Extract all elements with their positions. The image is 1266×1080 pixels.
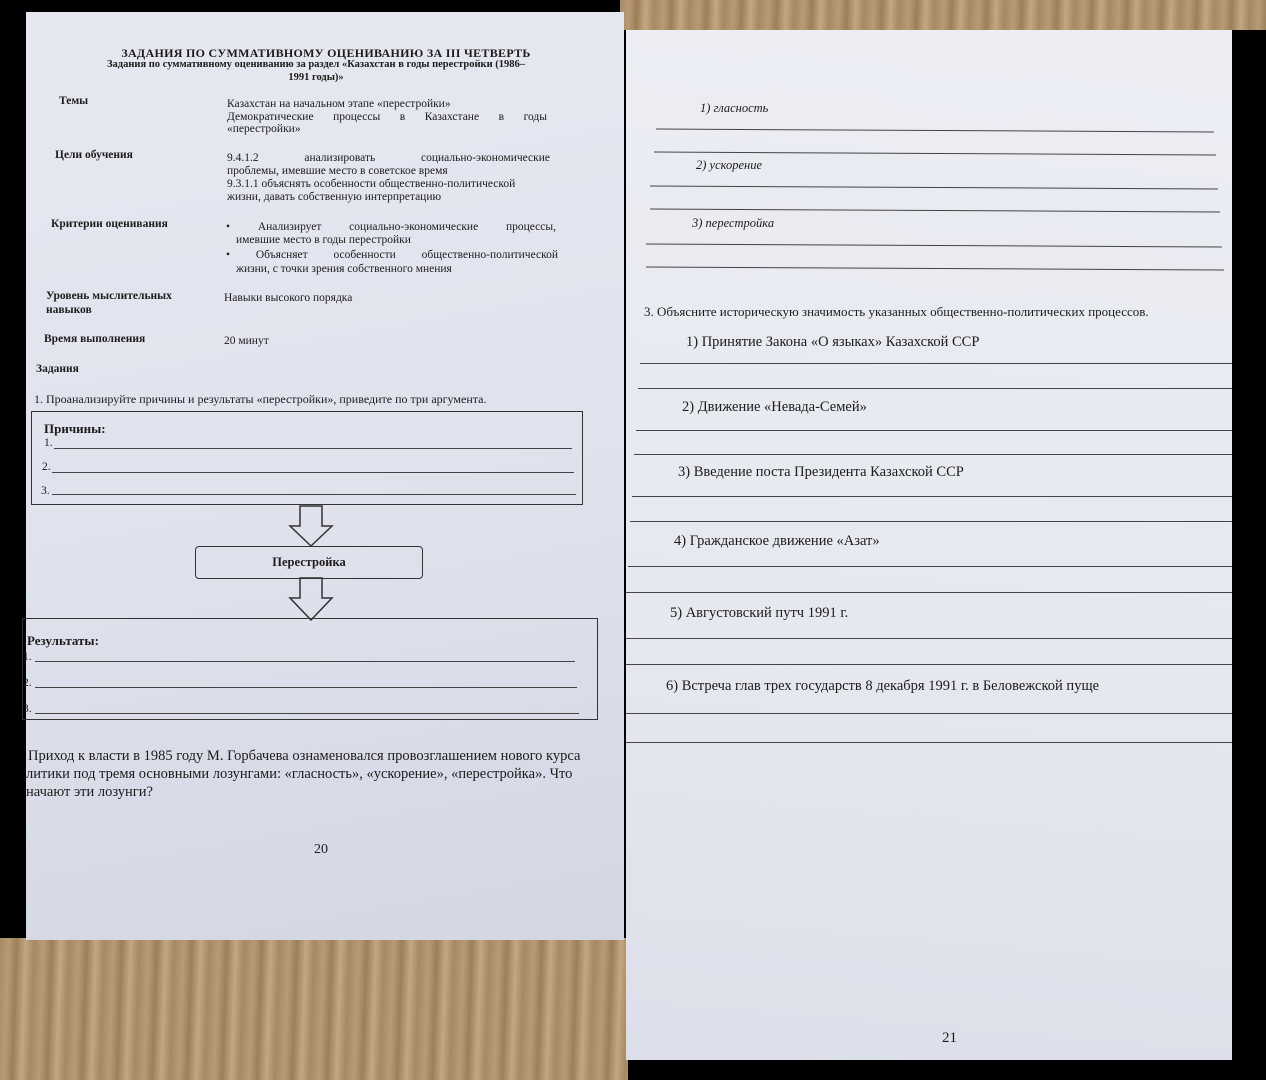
criteria-label: Критерии оценивания: [51, 218, 168, 230]
goals-value-1: 9.4.1.2 анализировать социально-экономические: [227, 152, 550, 164]
slogan-perestroika: 3) перестройка: [692, 216, 775, 230]
results-box: [22, 618, 598, 720]
worksheet-page-21: [626, 30, 1232, 1060]
task1-instruction: 1. Проанализируйте причины и результаты «перестройки», приведите по три аргумента.: [34, 392, 487, 406]
causes-label: Причины:: [44, 421, 106, 436]
slogan-answer-line[interactable]: [646, 243, 1222, 247]
causes-answer-line-3[interactable]: [52, 494, 576, 495]
results-label: Результаты:: [27, 633, 99, 648]
page-number: 20: [314, 842, 328, 857]
causes-box: [31, 411, 583, 505]
goals-value-2: проблемы, имевшие место в советское время: [227, 165, 448, 177]
perestroika-box: [195, 546, 423, 579]
results-num-2: 2.: [23, 677, 32, 689]
event-item-3: 3) Введение поста Президента Казахской ССР: [678, 464, 964, 480]
event-answer-line[interactable]: [626, 638, 1232, 639]
slogan-answer-line[interactable]: [650, 186, 1218, 190]
causes-num-3: 3.: [41, 485, 50, 497]
slogan-glasnost: 1) гласность: [700, 101, 769, 115]
event-item-5: 5) Августовский путч 1991 г.: [670, 605, 849, 621]
task2-line2: литики под тремя основными лозунгами: «гласность», «ускорение», «перестройка». Что: [26, 766, 573, 782]
causes-num-1: 1.: [44, 437, 53, 449]
event-answer-line[interactable]: [626, 713, 1232, 714]
slogan-answer-line[interactable]: [656, 129, 1214, 133]
tasks-heading: Задания: [36, 363, 79, 375]
event-item-4: 4) Гражданское движение «Азат»: [674, 533, 880, 549]
event-item-6: 6) Встреча глав трех государств 8 декабря 1991 г. в Беловежской пуще: [666, 678, 1100, 694]
criteria-value-2: имевшие место в годы перестройки: [236, 234, 411, 246]
topics-value-2: Демократические процессы в Казахстане в годы: [227, 111, 547, 123]
event-answer-line[interactable]: [634, 454, 1232, 455]
event-answer-line[interactable]: [638, 388, 1232, 389]
event-item-1: 1) Принятие Закона «О языках» Казахской ССР: [686, 334, 980, 350]
time-label: Время выполнения: [44, 333, 146, 345]
causes-answer-line-2[interactable]: [52, 472, 574, 473]
slogan-answer-line[interactable]: [650, 209, 1220, 213]
down-arrow-icon: [288, 506, 334, 548]
page-title: ЗАДАНИЯ ПО СУММАТИВНОМУ ОЦЕНИВАНИЮ ЗА III ЧЕТВЕРТЬ: [121, 46, 531, 60]
results-num-3: 3.: [23, 703, 32, 715]
criteria-value-3: • Объясняет особенности общественно-политической: [226, 249, 558, 261]
task2-line1: Приход к власти в 1985 году М. Горбачева ознаменовался провозглашением нового курса: [28, 748, 581, 764]
results-answer-line-1[interactable]: [35, 661, 575, 662]
wooden-table-top: [620, 0, 1266, 30]
slogan-answer-line[interactable]: [654, 152, 1216, 156]
slogan-answer-line[interactable]: [646, 266, 1224, 270]
event-answer-line[interactable]: [636, 430, 1232, 431]
criteria-value-1: • Анализирует социально-экономические процессы,: [226, 221, 556, 233]
event-answer-line[interactable]: [640, 363, 1232, 364]
event-answer-line[interactable]: [626, 664, 1232, 665]
topics-value-1: Казахстан на начальном этапе «перестройки»: [227, 98, 451, 110]
results-num-1: 1.: [23, 651, 32, 663]
goals-value-3: 9.3.1.1 объяснять особенности общественно-политической: [227, 178, 516, 190]
results-answer-line-3[interactable]: [35, 713, 579, 714]
task3-instruction: 3. Объясните историческую значимость указанных общественно-политических процессов.: [644, 304, 1149, 319]
criteria-value-4: жизни, с точки зрения собственного мнения: [236, 263, 452, 275]
goals-label: Цели обучения: [55, 149, 133, 161]
topics-label: Темы: [59, 95, 89, 107]
perestroika-box-label: Перестройка: [272, 555, 346, 569]
task2-line3: начают эти лозунги?: [26, 784, 153, 800]
event-answer-line[interactable]: [628, 566, 1232, 567]
event-answer-line[interactable]: [626, 592, 1232, 593]
event-answer-line[interactable]: [626, 742, 1232, 743]
time-value: 20 минут: [224, 335, 269, 347]
event-answer-line[interactable]: [632, 496, 1232, 497]
wooden-table-bottom: [0, 938, 628, 1080]
topics-value-3: «перестройки»: [227, 123, 301, 135]
slogan-uskorenie: 2) ускорение: [696, 158, 763, 172]
thinking-level-label-1: Уровень мыслительных: [46, 290, 172, 302]
down-arrow-icon: [288, 578, 334, 622]
results-answer-line-2[interactable]: [35, 687, 577, 688]
worksheet-page-20: [23, 12, 624, 940]
thinking-level-label-2: навыков: [46, 304, 92, 316]
page-subtitle-line2: 1991 годы)»: [288, 72, 344, 83]
event-item-2: 2) Движение «Невада-Семей»: [682, 399, 867, 415]
causes-answer-line-1[interactable]: [54, 448, 572, 449]
event-answer-line[interactable]: [630, 521, 1232, 522]
page-number: 21: [942, 1030, 957, 1046]
page-subtitle-line1: Задания по суммативному оцениванию за раздел «Казахстан в годы перестройки (1986–: [106, 59, 525, 70]
causes-num-2: 2.: [42, 461, 51, 473]
thinking-level-value: Навыки высокого порядка: [224, 292, 353, 304]
goals-value-4: жизни, давать собственную интерпретацию: [227, 191, 442, 203]
